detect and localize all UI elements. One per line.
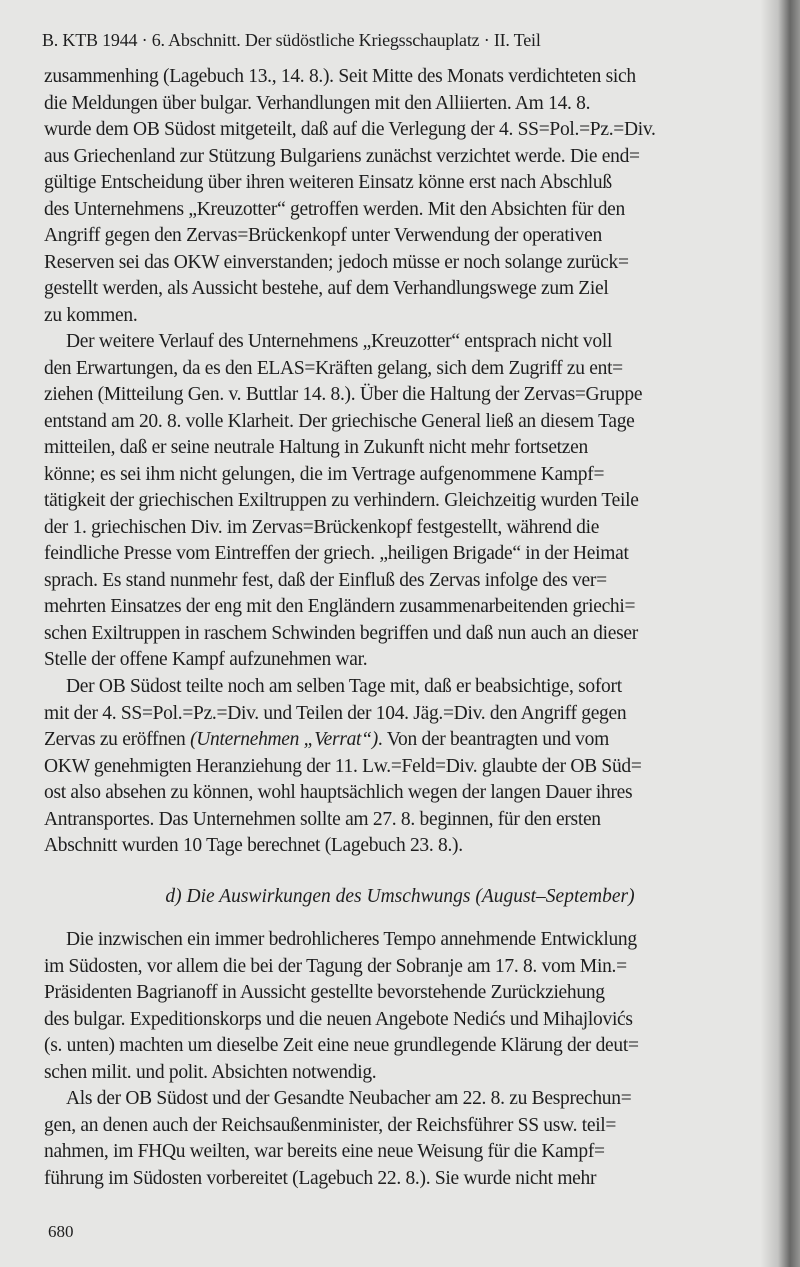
section-heading: d) Die Auswirkungen des Umschwungs (August–September) <box>165 886 635 907</box>
text-line: mit der 4. SS=Pol.=Pz.=Div. und Teilen der 104. Jäg.=Div. den Angriff gegen <box>44 702 627 724</box>
text-line: führung im Südosten vorbereitet (Lagebuch 22. 8.). Sie wurde nicht mehr <box>44 1167 597 1189</box>
running-header: B. KTB 1944 · 6. Abschnitt. Der südöstliche Kriegsschauplatz · II. Teil <box>42 30 541 50</box>
text-line: wurde dem OB Südost mitgeteilt, daß auf die Verlegung der 4. SS=Pol.=Pz.=Div. <box>44 119 656 140</box>
text-line: Angriff gegen den Zervas=Brückenkopf unter Verwendung der operativen <box>44 225 602 246</box>
text-line: OKW genehmigten Heranziehung der 11. Lw.=Feld=Div. glaubte der OB Süd= <box>44 755 642 777</box>
text-line: mehrten Einsatzes der eng mit den Engländern zusammenarbeitenden griechi= <box>44 596 636 617</box>
italic-operation-name: (Unternehmen „Verrat“) <box>190 729 378 750</box>
text-line: Der weitere Verlauf des Unternehmens „Kreuzotter“ entsprach nicht voll <box>66 331 613 352</box>
page-number: 680 <box>48 1222 74 1241</box>
text-line: des bulgar. Expeditionskorps und die neuen Angebote Nedićs und Mihajlovićs <box>44 1008 633 1030</box>
text-line: Präsidenten Bagrianoff in Aussicht gestellte bevorstehende Zurückziehung <box>44 982 605 1003</box>
text-line: (s. unten) machten um dieselbe Zeit eine neue grundlegende Klärung der deut= <box>44 1035 639 1056</box>
text-line: ost also absehen zu können, wohl hauptsächlich wegen der langen Dauer ihres <box>44 782 633 803</box>
text-line: könne; es sei ihm nicht gelungen, die im Vertrage aufgenommene Kampf= <box>44 463 605 485</box>
paragraph-4 <box>44 927 752 1086</box>
text-line: den Erwartungen, da es den ELAS=Kräften gelang, sich dem Zugriff zu ent= <box>44 357 623 379</box>
paragraph-2 <box>44 329 752 674</box>
text-line: schen Exiltruppen in raschem Schwinden begriffen und daß nun auch an dieser <box>44 622 638 644</box>
text-line: Abschnitt wurden 10 Tage berechnet (Lagebuch 23. 8.). <box>44 835 463 856</box>
text-line: Der OB Südost teilte noch am selben Tage mit, daß er beabsichtige, sofort <box>66 676 622 697</box>
text-line: Antransportes. Das Unternehmen sollte am 27. 8. beginnen, für den ersten <box>44 808 601 830</box>
paragraph-1 <box>44 64 752 329</box>
text-line <box>44 727 752 754</box>
text-line: des Unternehmens „Kreuzotter“ getroffen werden. Mit den Absichten für den <box>44 198 625 220</box>
page-edge-shadow <box>760 0 800 1267</box>
text-line: tätigkeit der griechischen Exiltruppen zu verhindern. Gleichzeitig wurden Teile <box>44 490 639 511</box>
text-line: Die inzwischen ein immer bedrohlicheres Tempo annehmende Entwicklung <box>66 929 637 950</box>
text-line: ziehen (Mitteilung Gen. v. Buttlar 14. 8.). Über die Haltung der Zervas=Gruppe <box>44 384 643 405</box>
paragraph-3 <box>44 674 752 860</box>
text-line: die Meldungen über bulgar. Verhandlungen mit den Alliierten. Am 14. 8. <box>44 92 591 114</box>
text-line: Als der OB Südost und der Gesandte Neubacher am 22. 8. zu Besprechun= <box>66 1088 632 1109</box>
text-line: mitteilen, daß er seine neutrale Haltung in Zukunft nicht mehr fortsetzen <box>44 437 588 458</box>
text-line: schen milit. und polit. Absichten notwendig. <box>44 1061 377 1083</box>
text-line: nahmen, im FHQu weilten, war bereits eine neue Weisung für die Kampf= <box>44 1141 605 1162</box>
text-line: Reserven sei das OKW einverstanden; jedoch müsse er noch solange zurück= <box>44 251 629 273</box>
text-fragment: Zervas zu eröffnen <box>44 729 186 750</box>
text-line: sprach. Es stand nunmehr fest, daß der Einfluß des Zervas infolge des ver= <box>44 569 607 591</box>
paragraph-5 <box>44 1086 752 1192</box>
text-line: feindliche Presse vom Eintreffen der griech. „heiligen Brigade“ in der Heimat <box>44 543 629 564</box>
text-line: entstand am 20. 8. volle Klarheit. Der griechische General ließ an diesem Tage <box>44 410 635 432</box>
text-line: gültige Entscheidung über ihren weiteren Einsatz könne erst nach Abschluß <box>44 172 612 193</box>
text-line: zu kommen. <box>44 304 138 326</box>
text-line: aus Griechenland zur Stützung Bulgariens zunächst verzichtet werde. Die end= <box>44 145 640 167</box>
text-line: der 1. griechischen Div. im Zervas=Brückenkopf festgestellt, während die <box>44 516 600 538</box>
text-line: im Südosten, vor allem die bei der Tagung der Sobranje am 17. 8. vom Min.= <box>44 955 627 977</box>
text-line: zusammenhing (Lagebuch 13., 14. 8.). Seit Mitte des Monats verdichteten sich <box>44 66 636 87</box>
text-line: gen, an denen auch der Reichsaußenminister, der Reichsführer SS usw. teil= <box>44 1114 617 1136</box>
text-line: Stelle der offene Kampf aufzunehmen war. <box>44 649 368 670</box>
text-fragment: . Von der beantragten und vom <box>377 729 609 750</box>
text-line: gestellt werden, als Aussicht bestehe, auf dem Verhandlungswege zum Ziel <box>44 278 609 299</box>
